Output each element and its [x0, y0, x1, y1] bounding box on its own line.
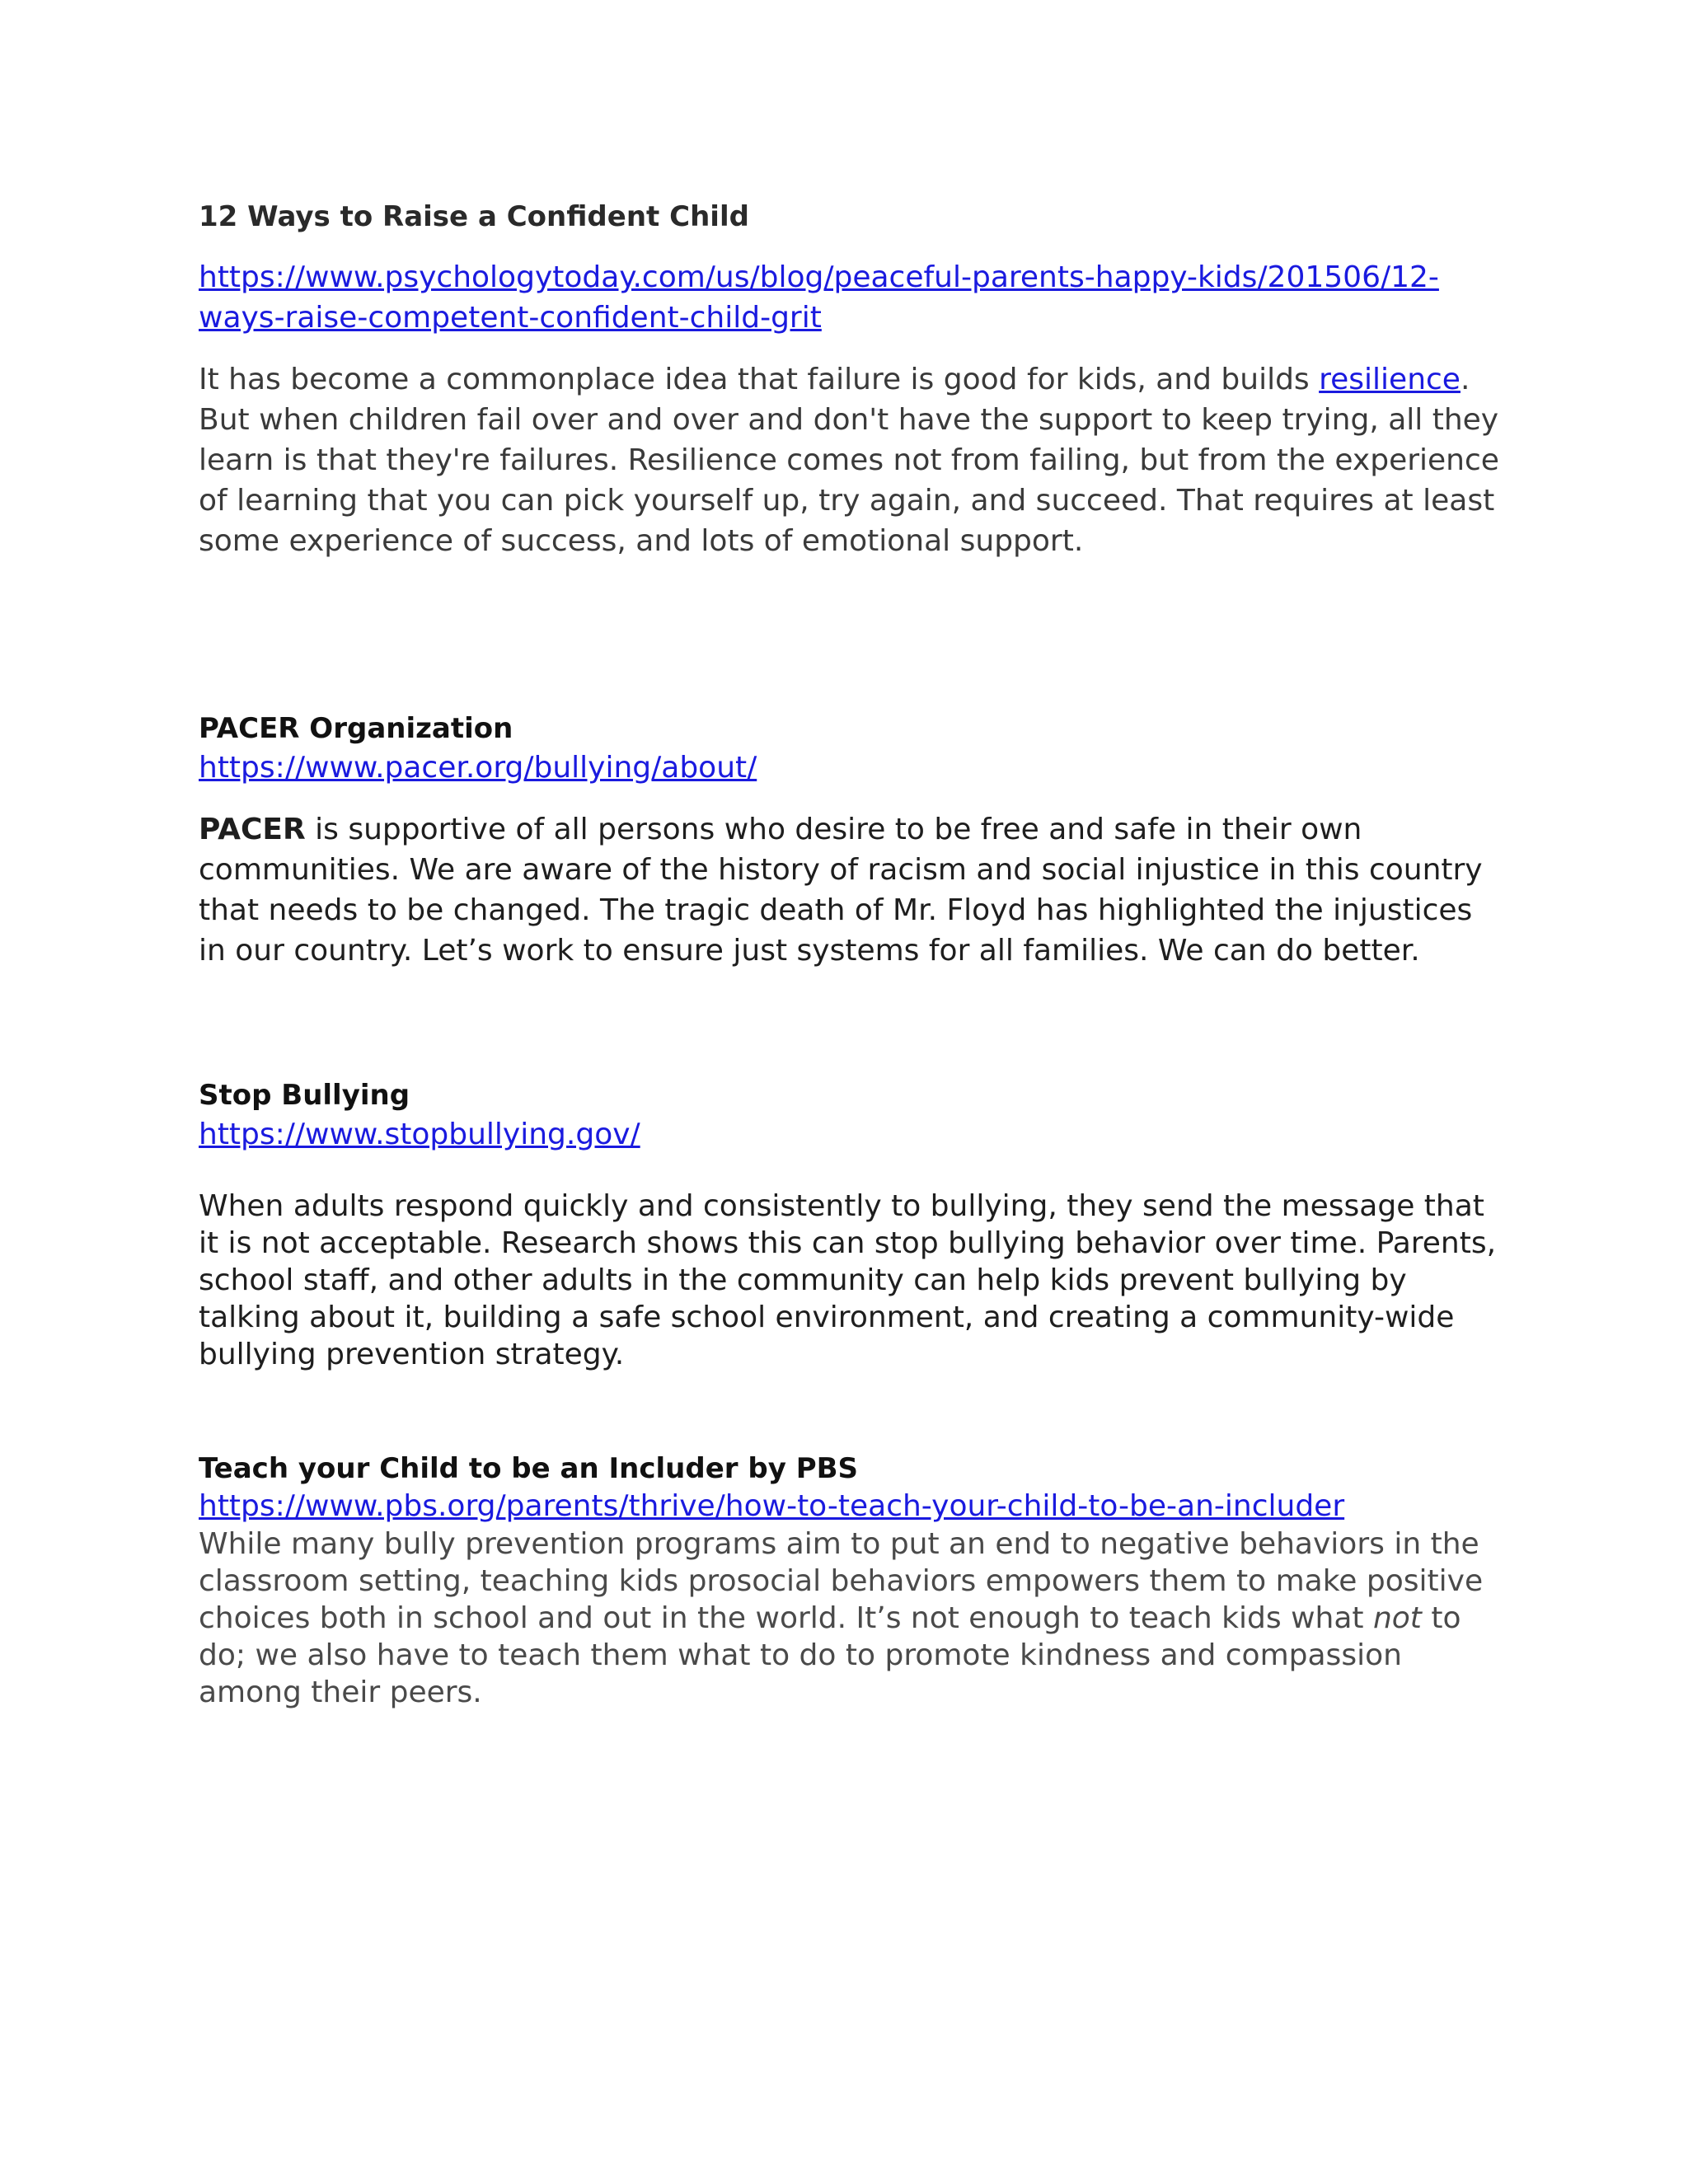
section-link-line2[interactable]: ways-raise-competent-confident-child-grit: [199, 301, 822, 335]
body-text-start: It has become a commonplace idea that failure is good for kids, and builds: [199, 363, 1320, 396]
body-bold-text: PACER: [199, 813, 306, 846]
section-title: PACER Organization: [199, 712, 513, 745]
section-link[interactable]: https://www.stopbullying.gov/: [199, 1118, 640, 1151]
section-link[interactable]: https://www.pacer.org/bullying/about/: [199, 751, 757, 785]
section-body: [199, 809, 1501, 971]
section-body: When adults respond quickly and consistently to bullying, they send the message that it is not acceptable. Research shows this can stop bullying behavior over time. Parents, school staff, and other adults in the community can help kids prevent bullying by talking about it, building a safe school environment, and creating a community-wide bullying prevention strategy.: [199, 1189, 1497, 1371]
section-title: Stop Bullying: [199, 1079, 410, 1112]
section-body: [199, 1526, 1501, 1711]
body-text-end: to do; we also have to teach them what to do to promote kindness and compassion among their peers.: [199, 1601, 1461, 1709]
section-body: [199, 359, 1501, 561]
section-confident-child: [199, 198, 1501, 561]
body-text: is supportive of all persons who desire to be free and safe in their own communities. We are aware of the history of racism and social injustice in this country that needs to be changed. The tragic death of Mr. Floyd has highlighted the injustices in our country. Let’s work to ensure just systems for all families. We can do better.: [199, 813, 1483, 968]
resilience-link[interactable]: resilience: [1319, 363, 1461, 396]
section-stop-bullying: [199, 1076, 1501, 1373]
section-pacer: [199, 710, 1501, 971]
section-link[interactable]: https://www.pbs.org/parents/thrive/how-to-teach-your-child-to-be-an-includer: [199, 1489, 1345, 1523]
body-text-end: . But when children fail over and over and don't have the support to keep trying, all they learn is that they're failures. Resilience comes not from failing, but from the experience of learning that you can pick yourself up, try again, and succeed. That requires at least some experience of success, and lots of emotional support.: [199, 363, 1499, 558]
body-text-start: While many bully prevention programs aim to put an end to negative behaviors in the classroom setting, teaching kids prosocial behaviors empowers them to make positive choices both in school and out in the world. It’s not enough to teach kids what: [199, 1527, 1484, 1635]
section-includer: [199, 1450, 1501, 1711]
section-link-line1[interactable]: https://www.psychologytoday.com/us/blog/peaceful-parents-happy-kids/201506/12-: [199, 260, 1439, 294]
section-title: 12 Ways to Raise a Confident Child: [199, 200, 749, 233]
body-italic-text: not: [1372, 1601, 1422, 1635]
section-title: Teach your Child to be an Includer by PBS: [199, 1452, 859, 1485]
